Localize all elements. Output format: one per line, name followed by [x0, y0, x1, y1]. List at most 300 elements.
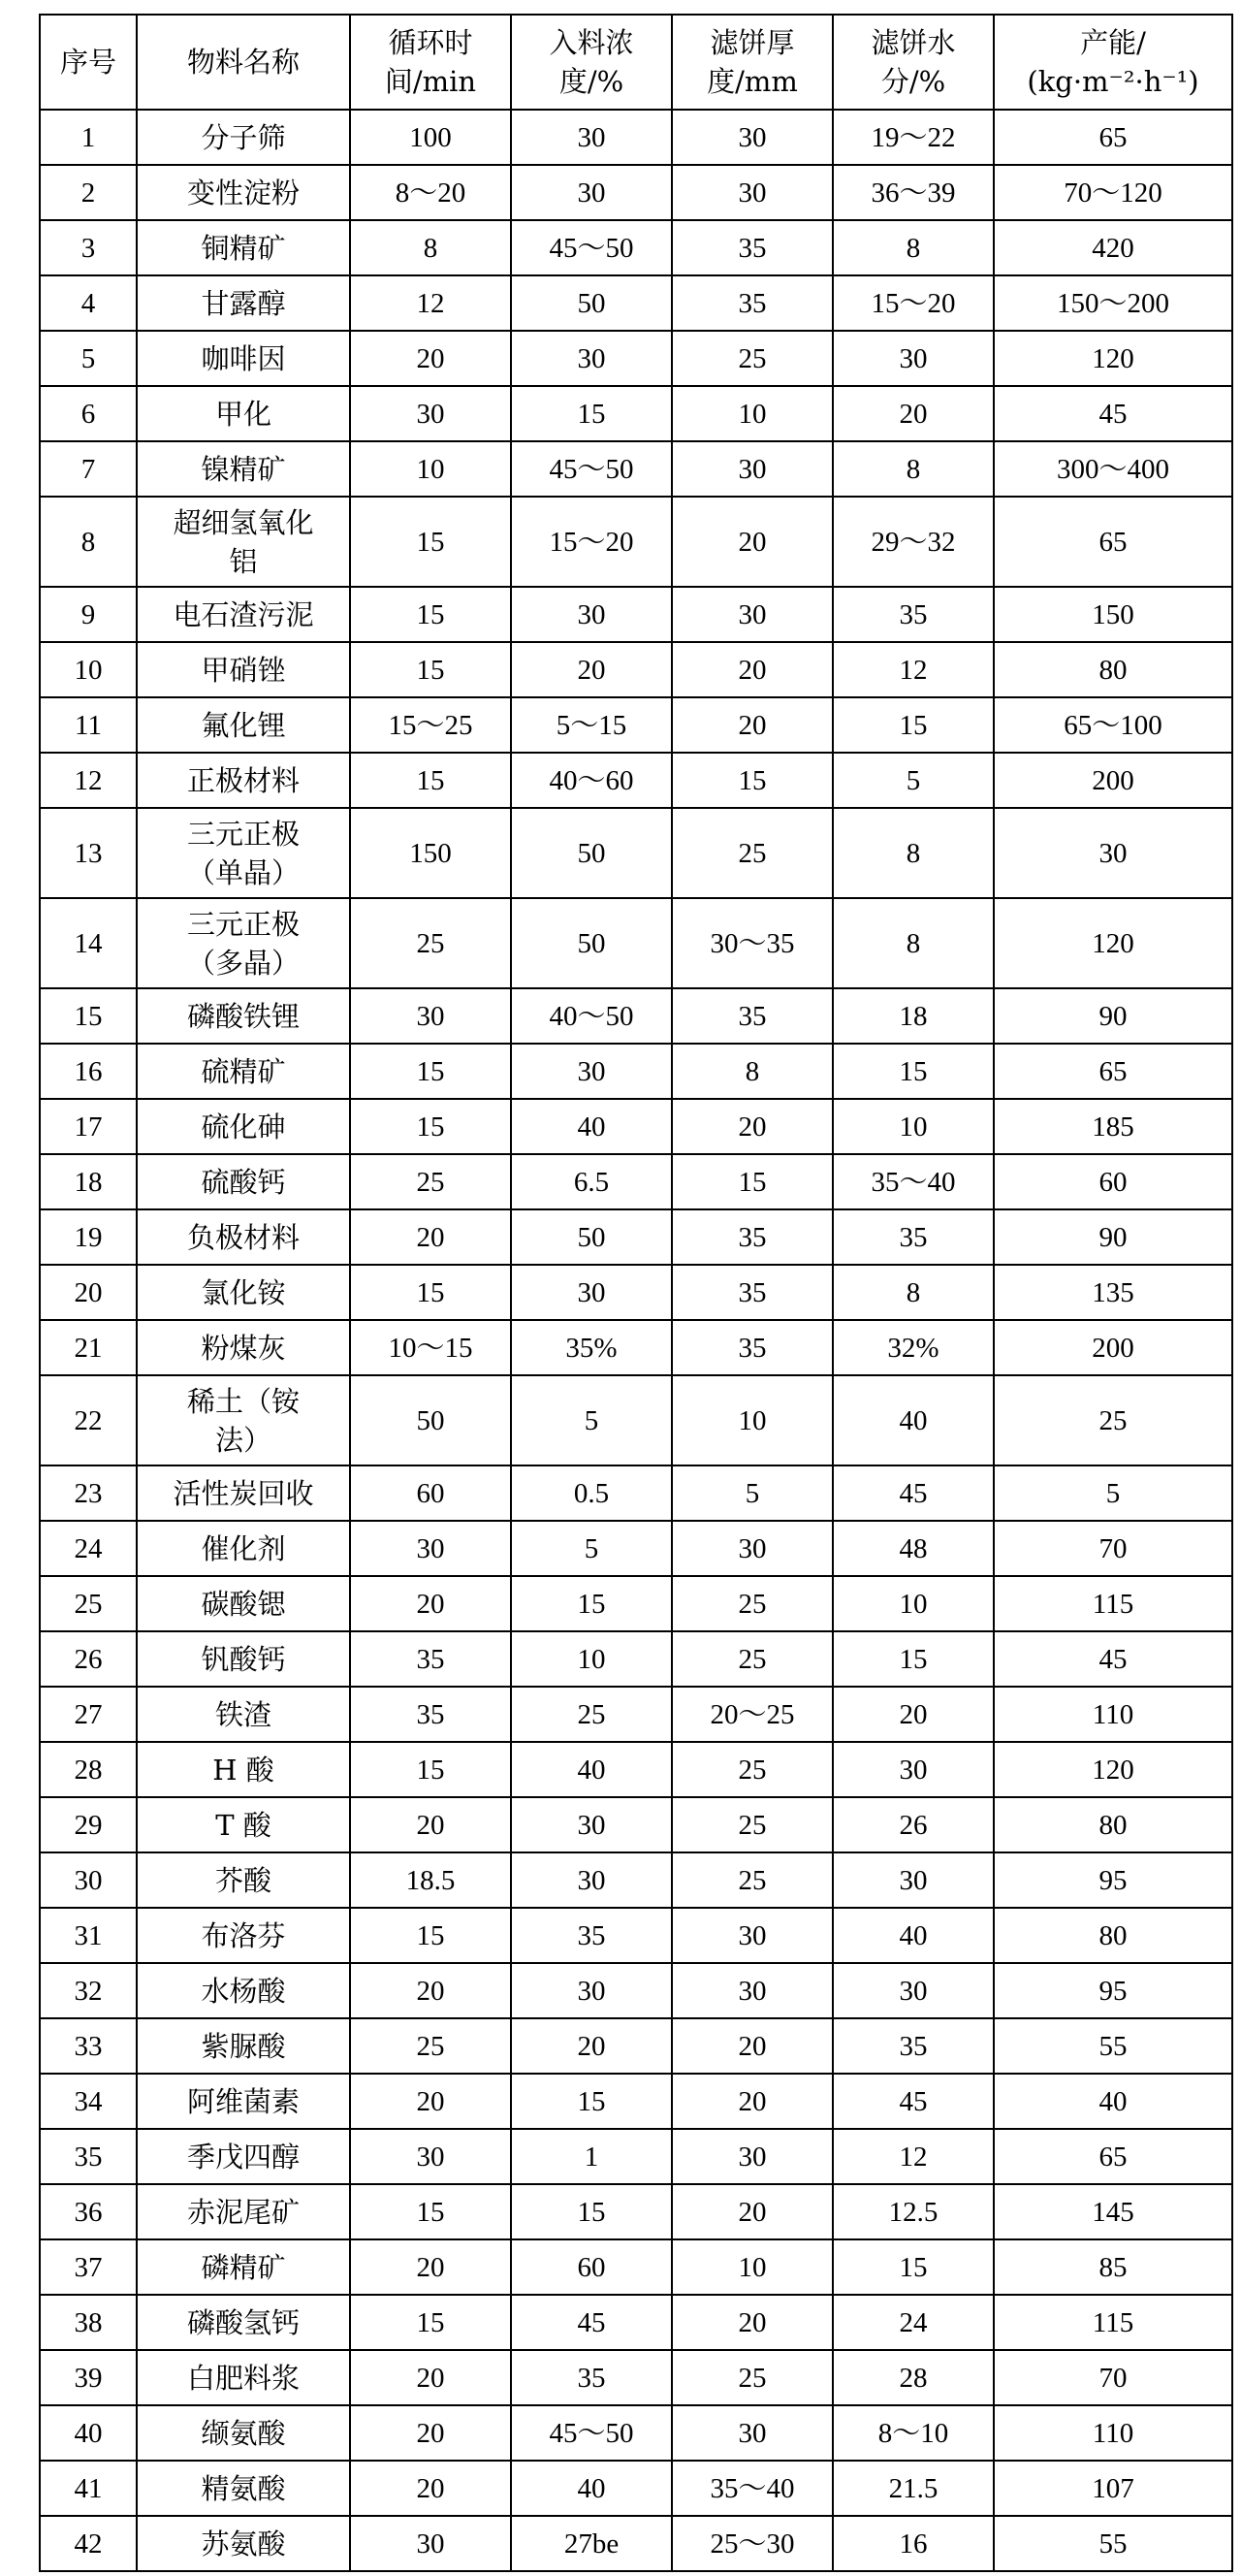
header-capacity [994, 15, 1232, 110]
cell-capacity: 120 [994, 898, 1232, 988]
cell-feed-concentration: 40～50 [511, 988, 672, 1044]
table-row [40, 2405, 1232, 2461]
cell-capacity: 95 [994, 1963, 1232, 2018]
cell-feed-concentration: 20 [511, 642, 672, 697]
cell-cake-thickness: 25 [672, 1576, 833, 1631]
table-row [40, 2129, 1232, 2184]
cell-cake-thickness: 20 [672, 2184, 833, 2239]
cell-cycle-time: 25 [350, 2018, 511, 2074]
table-row [40, 2295, 1232, 2350]
cell-capacity: 120 [994, 331, 1232, 386]
cell-capacity: 65 [994, 497, 1232, 587]
cell-feed-concentration: 40～60 [511, 753, 672, 808]
cell-material-name: 氯化铵 [137, 1265, 350, 1320]
cell-capacity: 40 [994, 2074, 1232, 2129]
cell-cycle-time: 15 [350, 2184, 511, 2239]
cell-cake-thickness: 15 [672, 1154, 833, 1209]
cell-cycle-time: 15 [350, 1265, 511, 1320]
cell-cycle-time: 25 [350, 898, 511, 988]
cell-index: 3 [40, 220, 137, 275]
table-row [40, 1099, 1232, 1154]
cell-material-name: 硫化砷 [137, 1099, 350, 1154]
table-row [40, 1631, 1232, 1687]
cell-capacity: 135 [994, 1265, 1232, 1320]
cell-index: 22 [40, 1375, 137, 1465]
cell-index: 26 [40, 1631, 137, 1687]
cell-capacity: 45 [994, 1631, 1232, 1687]
table-row [40, 441, 1232, 497]
table-row [40, 1576, 1232, 1631]
material-filtration-table [39, 14, 1233, 2572]
cell-cycle-time: 100 [350, 110, 511, 165]
cell-feed-concentration: 15～20 [511, 497, 672, 587]
cell-feed-concentration: 0.5 [511, 1465, 672, 1521]
cell-capacity: 65～100 [994, 697, 1232, 753]
cell-cycle-time: 30 [350, 2516, 511, 2571]
cell-feed-concentration: 30 [511, 1963, 672, 2018]
table-row [40, 1465, 1232, 1521]
cell-cake-moisture: 8 [833, 808, 994, 898]
cell-cake-thickness: 35 [672, 220, 833, 275]
cell-feed-concentration: 50 [511, 275, 672, 331]
cell-cake-moisture: 12 [833, 2129, 994, 2184]
cell-feed-concentration: 35 [511, 2350, 672, 2405]
cell-cycle-time: 15～25 [350, 697, 511, 753]
cell-cycle-time: 15 [350, 642, 511, 697]
cell-material-name: 碳酸锶 [137, 1576, 350, 1631]
cell-cake-thickness: 35 [672, 988, 833, 1044]
cell-cake-moisture: 12.5 [833, 2184, 994, 2239]
cell-cake-thickness: 25 [672, 1631, 833, 1687]
cell-cake-thickness: 10 [672, 1375, 833, 1465]
cell-feed-concentration: 6.5 [511, 1154, 672, 1209]
cell-cake-moisture: 40 [833, 1908, 994, 1963]
cell-feed-concentration: 30 [511, 110, 672, 165]
table-row [40, 1742, 1232, 1797]
cell-cake-thickness: 10 [672, 386, 833, 441]
material-name-line: 超细氢氧化 [173, 505, 314, 539]
cell-cake-thickness: 35 [672, 1320, 833, 1375]
header-text: 物料名称 [186, 46, 300, 79]
cell-index: 17 [40, 1099, 137, 1154]
cell-material-name [137, 497, 350, 587]
cell-feed-concentration: 30 [511, 587, 672, 642]
header-cake-thickness [672, 15, 833, 110]
cell-cake-moisture: 30 [833, 1963, 994, 2018]
cell-material-name: 甲硝锉 [137, 642, 350, 697]
cell-capacity: 95 [994, 1852, 1232, 1908]
cell-capacity: 200 [994, 1320, 1232, 1375]
header-text: 序号 [59, 46, 116, 79]
cell-cake-moisture: 15～20 [833, 275, 994, 331]
cell-index: 25 [40, 1576, 137, 1631]
header-material-name [137, 15, 350, 110]
cell-material-name [137, 808, 350, 898]
cell-cake-moisture: 29～32 [833, 497, 994, 587]
cell-index: 42 [40, 2516, 137, 2571]
header-text: 循环时 [388, 26, 473, 59]
table-row [40, 165, 1232, 220]
cell-cake-thickness: 25 [672, 331, 833, 386]
cell-cake-moisture: 15 [833, 2239, 994, 2295]
table-row [40, 2350, 1232, 2405]
header-row [40, 15, 1232, 110]
cell-cake-moisture: 45 [833, 2074, 994, 2129]
table-row [40, 2461, 1232, 2516]
cell-cake-thickness: 30 [672, 110, 833, 165]
cell-cake-moisture: 26 [833, 1797, 994, 1852]
table-row [40, 275, 1232, 331]
cell-material-name: 水杨酸 [137, 1963, 350, 2018]
table-row [40, 1852, 1232, 1908]
table-row [40, 331, 1232, 386]
cell-cake-moisture: 35 [833, 587, 994, 642]
cell-material-name: 活性炭回收 [137, 1465, 350, 1521]
cell-cycle-time: 15 [350, 753, 511, 808]
table-row [40, 110, 1232, 165]
cell-index: 8 [40, 497, 137, 587]
header-text: 间/min [384, 65, 477, 98]
cell-cake-thickness: 25 [672, 1852, 833, 1908]
cell-cake-thickness: 30 [672, 441, 833, 497]
cell-material-name: 咖啡因 [137, 331, 350, 386]
cell-index: 37 [40, 2239, 137, 2295]
cell-feed-concentration: 15 [511, 2184, 672, 2239]
cell-cake-thickness: 20 [672, 497, 833, 587]
cell-cake-moisture: 36～39 [833, 165, 994, 220]
cell-material-name: 钒酸钙 [137, 1631, 350, 1687]
cell-index: 13 [40, 808, 137, 898]
cell-cake-thickness: 30 [672, 1521, 833, 1576]
cell-index: 9 [40, 587, 137, 642]
cell-capacity: 55 [994, 2516, 1232, 2571]
header-text: 度/mm [707, 65, 798, 98]
cell-cake-thickness: 25～30 [672, 2516, 833, 2571]
cell-cycle-time: 10 [350, 441, 511, 497]
cell-cake-thickness: 25 [672, 1797, 833, 1852]
cell-cycle-time: 15 [350, 2295, 511, 2350]
cell-capacity: 80 [994, 1908, 1232, 1963]
cell-capacity: 70 [994, 2350, 1232, 2405]
cell-cake-moisture: 20 [833, 386, 994, 441]
cell-cake-moisture: 8 [833, 441, 994, 497]
cell-cycle-time: 10～15 [350, 1320, 511, 1375]
cell-capacity: 70 [994, 1521, 1232, 1576]
cell-cycle-time: 15 [350, 1044, 511, 1099]
cell-index: 21 [40, 1320, 137, 1375]
cell-capacity: 420 [994, 220, 1232, 275]
cell-material-name: 硫精矿 [137, 1044, 350, 1099]
cell-capacity: 85 [994, 2239, 1232, 2295]
cell-cake-moisture: 30 [833, 1852, 994, 1908]
cell-capacity: 115 [994, 2295, 1232, 2350]
cell-feed-concentration: 1 [511, 2129, 672, 2184]
cell-cycle-time: 15 [350, 1908, 511, 1963]
header-index [40, 15, 137, 110]
cell-feed-concentration: 50 [511, 808, 672, 898]
cell-cycle-time: 20 [350, 1209, 511, 1265]
cell-cake-thickness: 35 [672, 1209, 833, 1265]
cell-cake-moisture: 20 [833, 1687, 994, 1742]
cell-feed-concentration: 5 [511, 1375, 672, 1465]
cell-cake-thickness: 20 [672, 2018, 833, 2074]
cell-capacity: 90 [994, 988, 1232, 1044]
cell-capacity: 145 [994, 2184, 1232, 2239]
cell-material-name: 分子筛 [137, 110, 350, 165]
cell-cake-moisture: 28 [833, 2350, 994, 2405]
cell-cake-moisture: 48 [833, 1521, 994, 1576]
cell-cake-thickness: 20～25 [672, 1687, 833, 1742]
cell-feed-concentration: 15 [511, 386, 672, 441]
material-name-line: 铝 [229, 544, 258, 578]
table-row [40, 220, 1232, 275]
header-text: 度/% [558, 65, 624, 98]
cell-capacity: 150～200 [994, 275, 1232, 331]
material-name-line: （单晶） [186, 855, 300, 889]
cell-index: 12 [40, 753, 137, 808]
cell-cake-thickness: 8 [672, 1044, 833, 1099]
cell-capacity: 107 [994, 2461, 1232, 2516]
cell-index: 23 [40, 1465, 137, 1521]
table-row [40, 1209, 1232, 1265]
cell-index: 39 [40, 2350, 137, 2405]
cell-index: 19 [40, 1209, 137, 1265]
cell-cycle-time: 15 [350, 1742, 511, 1797]
cell-feed-concentration: 30 [511, 165, 672, 220]
cell-cake-moisture: 10 [833, 1576, 994, 1631]
cell-material-name: 硫酸钙 [137, 1154, 350, 1209]
cell-cake-thickness: 30 [672, 165, 833, 220]
table-row [40, 2184, 1232, 2239]
cell-feed-concentration: 35 [511, 1908, 672, 1963]
cell-cake-thickness: 35～40 [672, 2461, 833, 2516]
cell-index: 29 [40, 1797, 137, 1852]
cell-material-name [137, 1375, 350, 1465]
cell-cake-moisture: 8 [833, 220, 994, 275]
table-row [40, 1908, 1232, 1963]
cell-cycle-time: 30 [350, 386, 511, 441]
cell-cake-thickness: 25 [672, 808, 833, 898]
cell-material-name [137, 898, 350, 988]
cell-capacity: 115 [994, 1576, 1232, 1631]
cell-cycle-time: 20 [350, 331, 511, 386]
cell-feed-concentration: 30 [511, 1265, 672, 1320]
cell-material-name: 阿维菌素 [137, 2074, 350, 2129]
table-row [40, 1521, 1232, 1576]
cell-cake-moisture: 5 [833, 753, 994, 808]
cell-material-name: 紫脲酸 [137, 2018, 350, 2074]
cell-cake-moisture: 35 [833, 2018, 994, 2074]
cell-cycle-time: 60 [350, 1465, 511, 1521]
cell-material-name: 甲化 [137, 386, 350, 441]
cell-feed-concentration: 45 [511, 2295, 672, 2350]
cell-cake-thickness: 35 [672, 275, 833, 331]
table-row [40, 1320, 1232, 1375]
cell-cake-moisture: 12 [833, 642, 994, 697]
cell-cycle-time: 30 [350, 988, 511, 1044]
cell-cake-thickness: 25 [672, 1742, 833, 1797]
cell-material-name: 苏氨酸 [137, 2516, 350, 2571]
material-name-line: （多晶） [186, 946, 300, 980]
table-row [40, 587, 1232, 642]
cell-index: 34 [40, 2074, 137, 2129]
cell-material-name: 变性淀粉 [137, 165, 350, 220]
cell-material-name: 负极材料 [137, 1209, 350, 1265]
cell-capacity: 150 [994, 587, 1232, 642]
cell-cycle-time: 15 [350, 1099, 511, 1154]
cell-cake-moisture: 45 [833, 1465, 994, 1521]
cell-feed-concentration: 50 [511, 1209, 672, 1265]
table-row [40, 2516, 1232, 2571]
cell-index: 38 [40, 2295, 137, 2350]
header-text: (kg·m⁻²·h⁻¹) [1027, 65, 1199, 98]
cell-material-name: 磷酸氢钙 [137, 2295, 350, 2350]
cell-material-name: 布洛芬 [137, 1908, 350, 1963]
cell-feed-concentration: 10 [511, 1631, 672, 1687]
cell-material-name: 缬氨酸 [137, 2405, 350, 2461]
cell-cake-moisture: 24 [833, 2295, 994, 2350]
cell-capacity: 185 [994, 1099, 1232, 1154]
cell-cycle-time: 20 [350, 2239, 511, 2295]
cell-cycle-time: 15 [350, 587, 511, 642]
cell-feed-concentration: 5 [511, 1521, 672, 1576]
cell-capacity: 80 [994, 642, 1232, 697]
cell-capacity: 25 [994, 1375, 1232, 1465]
cell-cake-thickness: 30 [672, 1963, 833, 2018]
cell-material-name: 正极材料 [137, 753, 350, 808]
material-name-line: 三元正极 [186, 907, 300, 941]
cell-material-name: H 酸 [137, 1742, 350, 1797]
cell-feed-concentration: 60 [511, 2239, 672, 2295]
cell-cake-thickness: 15 [672, 753, 833, 808]
cell-cake-thickness: 30～35 [672, 898, 833, 988]
cell-cycle-time: 20 [350, 1963, 511, 2018]
cell-index: 16 [40, 1044, 137, 1099]
cell-index: 10 [40, 642, 137, 697]
cell-index: 7 [40, 441, 137, 497]
cell-material-name: 磷酸铁锂 [137, 988, 350, 1044]
cell-index: 1 [40, 110, 137, 165]
table-row [40, 1797, 1232, 1852]
cell-cake-thickness: 10 [672, 2239, 833, 2295]
cell-index: 18 [40, 1154, 137, 1209]
cell-cake-thickness: 20 [672, 1099, 833, 1154]
cell-cake-thickness: 30 [672, 1908, 833, 1963]
cell-capacity: 30 [994, 808, 1232, 898]
cell-capacity: 110 [994, 1687, 1232, 1742]
cell-capacity: 65 [994, 2129, 1232, 2184]
cell-cake-moisture: 15 [833, 1044, 994, 1099]
cell-feed-concentration: 40 [511, 1099, 672, 1154]
material-name-line: 法） [214, 1423, 271, 1457]
table-row [40, 898, 1232, 988]
table-row [40, 1044, 1232, 1099]
table-row [40, 697, 1232, 753]
cell-index: 11 [40, 697, 137, 753]
cell-cycle-time: 18.5 [350, 1852, 511, 1908]
cell-cake-thickness: 35 [672, 1265, 833, 1320]
cell-cake-moisture: 8 [833, 1265, 994, 1320]
material-name-line: 稀土（铵 [186, 1384, 300, 1418]
cell-feed-concentration: 45～50 [511, 2405, 672, 2461]
cell-index: 24 [40, 1521, 137, 1576]
cell-capacity: 45 [994, 386, 1232, 441]
cell-material-name: 铜精矿 [137, 220, 350, 275]
table-row [40, 642, 1232, 697]
cell-cake-thickness: 30 [672, 587, 833, 642]
cell-capacity: 5 [994, 1465, 1232, 1521]
cell-cake-moisture: 35 [833, 1209, 994, 1265]
cell-cycle-time: 8～20 [350, 165, 511, 220]
cell-index: 40 [40, 2405, 137, 2461]
table-row [40, 1375, 1232, 1465]
cell-index: 33 [40, 2018, 137, 2074]
cell-material-name: 赤泥尾矿 [137, 2184, 350, 2239]
cell-feed-concentration: 20 [511, 2018, 672, 2074]
table-body [40, 110, 1232, 2571]
cell-cake-thickness: 30 [672, 2129, 833, 2184]
table-row [40, 1265, 1232, 1320]
cell-index: 41 [40, 2461, 137, 2516]
cell-capacity: 90 [994, 1209, 1232, 1265]
cell-cake-moisture: 19～22 [833, 110, 994, 165]
cell-cycle-time: 20 [350, 2461, 511, 2516]
cell-index: 36 [40, 2184, 137, 2239]
cell-feed-concentration: 35% [511, 1320, 672, 1375]
cell-cake-moisture: 8～10 [833, 2405, 994, 2461]
cell-material-name: 白肥料浆 [137, 2350, 350, 2405]
cell-cycle-time: 35 [350, 1687, 511, 1742]
table-row [40, 1963, 1232, 2018]
cell-feed-concentration: 45～50 [511, 220, 672, 275]
cell-cycle-time: 8 [350, 220, 511, 275]
cell-capacity: 120 [994, 1742, 1232, 1797]
cell-feed-concentration: 30 [511, 1797, 672, 1852]
table-row [40, 1687, 1232, 1742]
cell-capacity: 65 [994, 110, 1232, 165]
cell-material-name: 催化剂 [137, 1521, 350, 1576]
cell-feed-concentration: 40 [511, 1742, 672, 1797]
table-row [40, 753, 1232, 808]
material-name-line: 三元正极 [186, 817, 300, 851]
cell-capacity: 70～120 [994, 165, 1232, 220]
cell-cycle-time: 20 [350, 2405, 511, 2461]
cell-cycle-time: 20 [350, 1576, 511, 1631]
cell-feed-concentration: 5～15 [511, 697, 672, 753]
cell-material-name: 粉煤灰 [137, 1320, 350, 1375]
cell-index: 4 [40, 275, 137, 331]
cell-cake-thickness: 25 [672, 2350, 833, 2405]
cell-capacity: 60 [994, 1154, 1232, 1209]
document-page [39, 14, 1231, 2572]
cell-cake-moisture: 10 [833, 1099, 994, 1154]
header-cycle-time [350, 15, 511, 110]
cell-capacity: 110 [994, 2405, 1232, 2461]
cell-cake-thickness: 20 [672, 2295, 833, 2350]
cell-index: 27 [40, 1687, 137, 1742]
cell-cake-moisture: 15 [833, 697, 994, 753]
cell-material-name: 芥酸 [137, 1852, 350, 1908]
header-text: 分/% [880, 65, 946, 98]
cell-capacity: 300～400 [994, 441, 1232, 497]
cell-index: 20 [40, 1265, 137, 1320]
cell-cycle-time: 30 [350, 2129, 511, 2184]
cell-cycle-time: 20 [350, 2074, 511, 2129]
cell-index: 30 [40, 1852, 137, 1908]
cell-capacity: 200 [994, 753, 1232, 808]
table-row [40, 2018, 1232, 2074]
cell-feed-concentration: 30 [511, 331, 672, 386]
